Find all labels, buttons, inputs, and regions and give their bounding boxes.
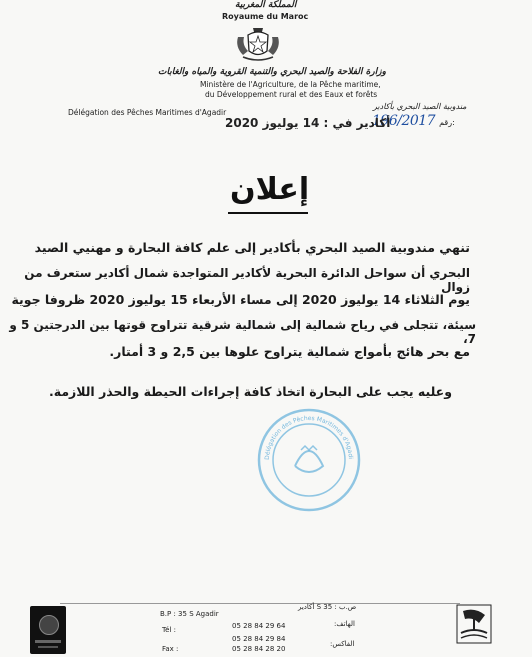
left-logo-text-bar-2 [38, 646, 58, 648]
reference-value: 196/2017 [372, 113, 436, 129]
body-line-4: سيئة، تتجلى في رياح شمالية إلى شمالية شرقية تتراوح قوتها بين الدرجتين 5 و 7، [9, 318, 476, 346]
footer-bp-arabic: ص.ب : 35 S أكادير [298, 603, 357, 611]
left-logo-circle-icon [39, 615, 59, 635]
footer-divider [60, 603, 460, 604]
announcement-title: إعلان [230, 172, 310, 207]
official-stamp [255, 406, 363, 514]
body-line-1: تنهي مندوبية الصيد البحري بأكادير إلى علم كافة البحارة و مهنيي الصيد [34, 240, 470, 255]
kingdom-french: Royaume du Maroc [222, 12, 309, 21]
reference-label: رقم: [439, 118, 455, 127]
date-line: أكادير في : 14 يوليوز 2020 [225, 116, 391, 130]
footer-fax-label-arabic: الفاكس: [330, 640, 355, 648]
stamp-text: Délégation des Pêches Maritimes d'Agadi [263, 414, 354, 461]
left-logo [30, 606, 66, 654]
footer-bp-french: B.P : 35 S Agadir [160, 610, 219, 618]
ministry-arabic: وزارة الفلاحة والصيد البحري والتنمية القروية والمياه والغابات [158, 67, 386, 77]
title-underline [228, 212, 308, 214]
delegation-french: Délégation des Pêches Maritimes d'Agadir [68, 108, 227, 117]
kingdom-arabic: المملكة المغربية [235, 0, 297, 10]
footer-fax-label-french: Fax : [162, 645, 179, 653]
body-line-5: مع بحر هائج بأمواج شمالية يتراوح علوها بين 2,5 و 3 أمتار. [109, 344, 470, 359]
body-line-2: البحري أن سواحل الدائرة البحرية لأكادير المتواجدة شمال أكادير ستعرف من زوال [24, 266, 470, 294]
footer-tel-2: 05 28 84 29 84 [232, 635, 286, 643]
ministry-french-line-2: du Développement rural et des Eaux et forêts [205, 90, 378, 99]
ministry-french-line-1: Ministère de l'Agriculture, de la Pêche maritime, [200, 80, 381, 89]
footer-fax-1: 05 28 84 28 20 [232, 645, 286, 653]
footer-tel-label-arabic: الهاتف: [334, 620, 355, 628]
body-line-6: وعليه يجب على البحارة اتخاذ كافة إجراءات الحيطة والحذر اللازمة. [48, 384, 452, 399]
footer-tel-1: 05 28 84 29 64 [232, 622, 286, 630]
delegation-arabic: مندوبية الصيد البحري بأكادير [373, 102, 467, 111]
footer-tel-label-french: Tél : [162, 626, 176, 634]
right-logo-icon [455, 603, 493, 645]
coat-of-arms-icon [233, 25, 283, 63]
body-line-3: يوم الثلاثاء 14 يوليوز 2020 إلى مساء الأربعاء 15 يوليوز 2020 ظروفا جوية [11, 292, 470, 307]
left-logo-text-bar [35, 640, 61, 643]
